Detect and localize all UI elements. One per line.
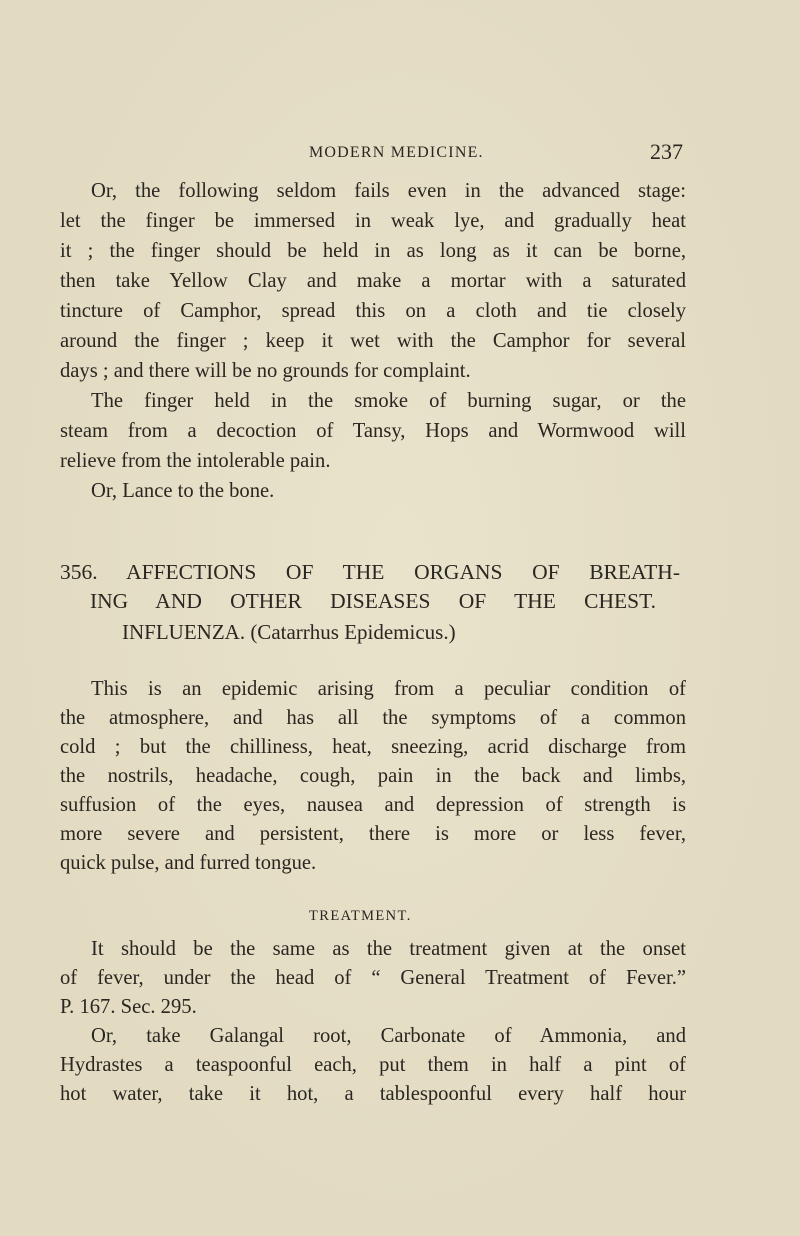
- text-line: Or, Lance to the bone.: [91, 480, 275, 502]
- text-line: it ; the finger should be held in as long as it can be borne,: [60, 240, 686, 262]
- text-line: It should be the same as the treatment given at the onset: [91, 938, 686, 960]
- subheading: INFLUENZA. (Catarrhus Epidemicus.): [122, 620, 456, 644]
- text-line: cold ; but the chilliness, heat, sneezing, acrid discharge from: [60, 736, 686, 758]
- text-line: hot water, take it hot, a tablespoonful every half hour: [60, 1083, 686, 1105]
- section-heading-line: ING AND OTHER DISEASES OF THE CHEST.: [90, 589, 656, 613]
- section-heading-line: 356. AFFECTIONS OF THE ORGANS OF BREATH-: [60, 560, 680, 584]
- text-line: The finger held in the smoke of burning sugar, or the: [91, 390, 686, 412]
- text-line: the atmosphere, and has all the symptoms of a common: [60, 707, 686, 729]
- text-line: of fever, under the head of “ General Treatment of Fever.”: [60, 967, 686, 989]
- page-header: [0, 138, 800, 168]
- text-line: P. 167. Sec. 295.: [60, 996, 197, 1018]
- text-line: more severe and persistent, there is more or less fever,: [60, 823, 686, 845]
- text-line: tincture of Camphor, spread this on a cloth and tie closely: [60, 300, 686, 322]
- text-line: around the finger ; keep it wet with the Camphor for several: [60, 330, 686, 352]
- text-line: days ; and there will be no grounds for complaint.: [60, 360, 471, 382]
- text-line: suffusion of the eyes, nausea and depression of strength is: [60, 794, 686, 816]
- treatment-heading: TREATMENT.: [309, 908, 412, 924]
- page-number: 237: [650, 139, 683, 164]
- text-line: let the finger be immersed in weak lye, and gradually heat: [60, 210, 686, 232]
- text-line: quick pulse, and furred tongue.: [60, 852, 317, 874]
- text-line: the nostrils, headache, cough, pain in the back and limbs,: [60, 765, 686, 787]
- text-line: This is an epidemic arising from a peculiar condition of: [91, 678, 686, 700]
- text-line: Or, take Galangal root, Carbonate of Ammonia, and: [91, 1025, 686, 1047]
- text-line: steam from a decoction of Tansy, Hops and Wormwood will: [60, 420, 686, 442]
- text-line: Or, the following seldom fails even in the advanced stage:: [91, 180, 686, 202]
- running-title: MODERN MEDICINE.: [309, 144, 484, 161]
- text-line: Hydrastes a teaspoonful each, put them in half a pint of: [60, 1054, 686, 1076]
- text-line: relieve from the intolerable pain.: [60, 450, 331, 472]
- text-line: then take Yellow Clay and make a mortar with a saturated: [60, 270, 686, 292]
